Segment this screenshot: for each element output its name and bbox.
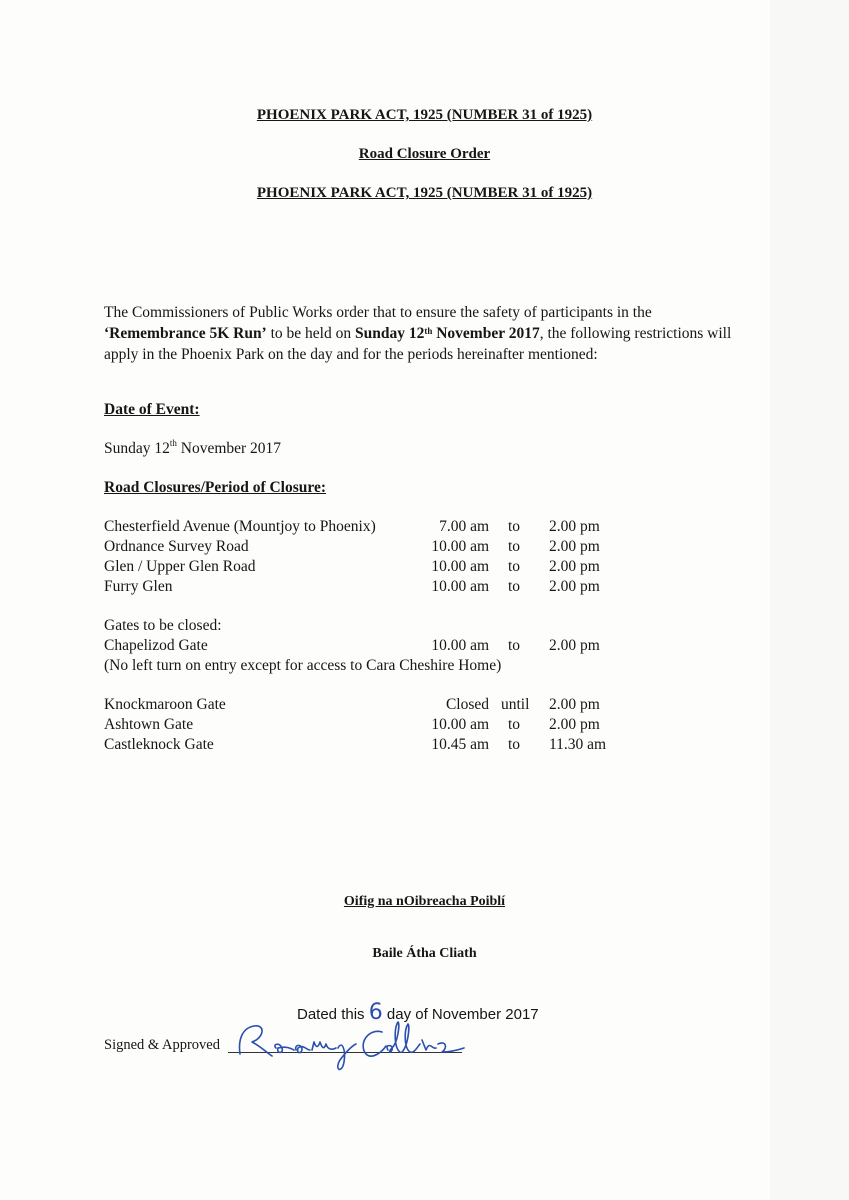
- closure-row-from: 10.00 am: [431, 578, 489, 595]
- intro-part3: , the following restrictions will apply in the Phoenix Park on the day and for the periods hereinafter mentioned:: [104, 325, 732, 363]
- dated-line: Dated this 6 day of November 2017: [297, 1000, 539, 1025]
- gate-row-from: Closed: [445, 696, 489, 713]
- closure-row-sep: to: [508, 518, 521, 535]
- closures-heading: Road Closures/Period of Closure:: [104, 479, 327, 496]
- date-heading: Date of Event:: [104, 401, 200, 418]
- signed-label: Signed & Approved: [104, 1037, 220, 1053]
- closure-row-to: 2.00 pm: [549, 578, 600, 595]
- gate-row-name: Ashtown Gate: [104, 716, 194, 733]
- event-date-line: Sunday 12th November 2017: [104, 438, 282, 457]
- gate-row-to: 11.30 am: [549, 736, 607, 753]
- closure-row-sep: to: [508, 538, 521, 555]
- gate-row-sep: to: [508, 637, 521, 654]
- intro-part1: The Commissioners of Public Works order that to ensure the safety of participants in the: [104, 304, 652, 321]
- closure-row-sep: to: [508, 558, 521, 575]
- office-name: Oifig na nOibreacha Poiblí: [343, 894, 506, 909]
- closure-row-name: Ordnance Survey Road: [104, 538, 249, 555]
- closure-row-from: 10.00 am: [431, 558, 489, 575]
- event-name: ‘Remembrance 5K Run’: [104, 325, 267, 342]
- gate-row-sep: to: [508, 716, 521, 733]
- gate-row-from: 10.00 am: [431, 716, 489, 733]
- order-title: Road Closure Order: [358, 146, 491, 162]
- gate-row-to: 2.00 pm: [549, 716, 600, 733]
- closure-row-to: 2.00 pm: [549, 538, 600, 555]
- closure-row-name: Glen / Upper Glen Road: [104, 558, 256, 575]
- gate-row-name: Chapelizod Gate: [104, 637, 208, 654]
- act-heading-top: PHOENIX PARK ACT, 1925 (NUMBER 31 of 1925): [256, 107, 593, 123]
- city-name: Baile Átha Cliath: [372, 946, 477, 961]
- closure-row-to: 2.00 pm: [549, 518, 600, 535]
- closure-row-name: Chesterfield Avenue (Mountjoy to Phoenix): [104, 518, 376, 535]
- gate-row-name: Castleknock Gate: [104, 736, 214, 753]
- gate-row-to: 2.00 pm: [549, 696, 600, 713]
- closure-row-from: 7.00 am: [439, 518, 489, 535]
- intro-part2: to be held on: [266, 325, 355, 342]
- scan-shadow: [770, 0, 849, 1200]
- dated-day-handwritten: 6: [368, 1000, 383, 1025]
- closure-row-from: 10.00 am: [431, 538, 489, 555]
- gate-row-from: 10.00 am: [431, 637, 489, 654]
- gate-row-sep: to: [508, 736, 521, 753]
- gate-note: (No left turn on entry except for access to Cara Cheshire Home): [104, 657, 502, 674]
- closure-row-sep: to: [508, 578, 521, 595]
- gate-row-from: 10.45 am: [431, 736, 489, 753]
- signature-image: [232, 1018, 468, 1076]
- act-heading-bottom: PHOENIX PARK ACT, 1925 (NUMBER 31 of 1925): [256, 185, 593, 201]
- gate-row-to: 2.00 pm: [549, 637, 600, 654]
- gates-heading: Gates to be closed:: [104, 617, 222, 634]
- gate-row-name: Knockmaroon Gate: [104, 696, 226, 713]
- event-date: Sunday 12th November 2017: [354, 325, 540, 342]
- closure-row-to: 2.00 pm: [549, 558, 600, 575]
- gate-row-sep: until: [501, 696, 530, 713]
- intro-paragraph: [104, 302, 744, 365]
- closure-row-name: Furry Glen: [104, 578, 173, 595]
